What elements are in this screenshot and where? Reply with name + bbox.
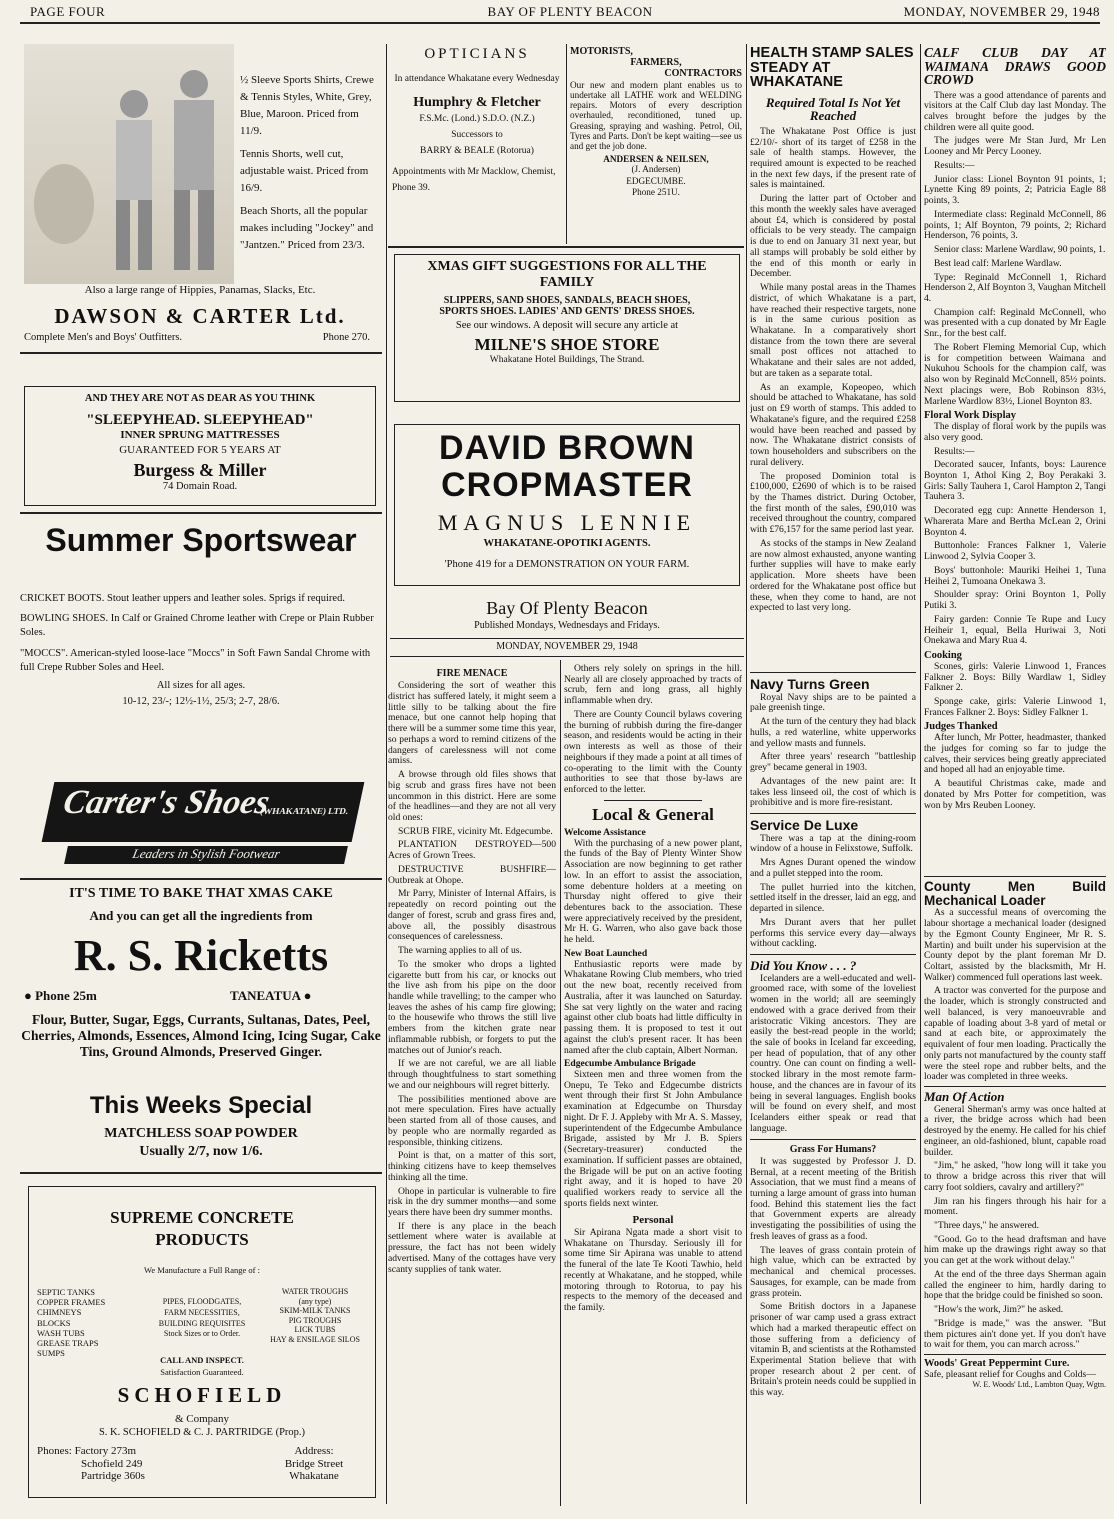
phone-factory: Phones: Factory 273m: [37, 1445, 136, 1457]
phone-schofield: Schofield 249: [81, 1457, 143, 1470]
opticians-title: OPTICIANS: [424, 46, 530, 62]
ricketts-phone: ● Phone 25m: [24, 988, 97, 1003]
grass-heading: Grass For Humans?: [789, 1143, 877, 1155]
divider: [924, 1086, 1106, 1087]
address-label: Address:: [294, 1445, 334, 1457]
edgecumbe-town: EDGECUMBE.: [626, 176, 686, 187]
sportsmen-illustration-figures: [24, 44, 234, 284]
paragraph: The proposed Dominion total is £100,000, £2690 of which is to be raised by the Thames district. During October, the first month of the sales, £90,010 was received throughout the country, compared with £76,157 for the same period last year.: [750, 470, 916, 536]
motorists-title-2: FARMERS,: [630, 57, 682, 69]
column-rule: [746, 44, 747, 1504]
paragraph: During the latter part of October and this month the weekly sales have averaged about £4, which is considered by postal officials to be very steady. The campaign is due to end on January 31 next year, but all stamps will probably be sold either by the end of this month or early in December.: [750, 193, 916, 280]
paragraph: The leaves of grass contain protein of high value, which can be extracted by mechanical and chemical processes. Sausages, for example, can be made from grass protein.: [750, 1244, 916, 1299]
address-town: Whakatane: [289, 1470, 339, 1483]
dawson-beach-text: Beach Shorts, all the popular makes including "Jockey" and "Jantzen." Priced from 23/3.: [240, 205, 374, 252]
divider: [388, 246, 744, 248]
paragraph: SCRUB FIRE, vicinity Mt. Edgecumbe.: [398, 825, 553, 837]
concrete-item: CHIMNEYS: [37, 1307, 82, 1318]
motorists-ad: [570, 46, 742, 246]
issue-date: MONDAY, NOVEMBER 29, 1948: [903, 4, 1100, 19]
judges-thanked-heading: Judges Thanked: [924, 721, 998, 733]
paragraph: Type: Reginald McConnell 1, Richard Henderson 2, Alf Boynton 3, Vaughan Mitchell 4.: [924, 271, 1106, 304]
carters-logo-text: Carter's Shoes: [60, 784, 273, 821]
divider: [750, 672, 916, 673]
paragraph: Results:—: [934, 445, 975, 457]
column-rule: [560, 660, 561, 1506]
dawson-carter-name: DAWSON & CARTER Ltd.: [54, 304, 346, 328]
paragraph: At the end of the three days Sherman again called the engineer to him, hardly daring to hope that the bridge could be finished so soon.: [924, 1268, 1106, 1302]
woods-text: Safe, pleasant relief for Coughs and Colds—: [924, 1368, 1096, 1380]
milnes-deposit: See our windows. A deposit will secure any article at: [455, 320, 679, 331]
soap-powder: MATCHLESS SOAP POWDER: [104, 1126, 298, 1141]
paragraph: There was a good attendance of parents and visitors at the Calf Club day last Monday. The calves brought before the judges by the children were all quite good.: [924, 89, 1106, 133]
paragraph: Junior class: Lionel Boynton 91 points, 1; Lynette King 89 points, 2; Patricia Eagle 88 points, 3.: [924, 173, 1106, 207]
concrete-item: PIPES, FLOODGATES,: [162, 1297, 242, 1306]
summer-sportswear-title: Summer Sportswear: [45, 522, 357, 558]
county-heading: County Men Build Mechanical Loader: [924, 879, 1106, 909]
david-brown-name: DAVID BROWN: [439, 429, 695, 467]
concrete-item: COPPER FRAMES: [37, 1297, 106, 1308]
concrete-satisfaction: Satisfaction Guaranteed.: [160, 1367, 244, 1377]
divider: [20, 1172, 382, 1174]
burgess-sleepyhead: "SLEEPYHEAD. SLEEPYHEAD": [86, 412, 314, 428]
humphry-fletcher: Humphry & Fletcher: [413, 95, 541, 111]
magnus-lennie: MAGNUS LENNIE: [437, 510, 697, 535]
paragraph: After three years' research "battleship grey" became general in 1903.: [750, 751, 916, 774]
dawson-tennis-text: Tennis Shorts, well cut, adjustable waist. Priced from 16/9.: [240, 148, 369, 195]
paragraph: Sir Apirana Ngata made a short visit to Whakatane on Thursday. Seriously ill for some time Sir Apirana was unable to attend the funeral of the late Te Kooti Tawhio, held recently at Whakatane, and he stopped, while motoring through to Rotorua, to pay his respects to the memory of the deceased and the family.: [564, 1226, 742, 1313]
burgess-address: 74 Domain Road.: [162, 481, 238, 492]
divider: [604, 800, 702, 801]
demonstration-line: 'Phone 419 for a DEMONSTRATION ON YOUR FARM.: [444, 559, 690, 570]
divider: [750, 954, 916, 955]
dawson-outfitters: Complete Men's and Boys' Outfitters.: [24, 332, 183, 343]
concrete-item: BLOCKS: [37, 1317, 71, 1328]
summer-copy: [20, 592, 382, 709]
ricketts-ingredients: Flour, Butter, Sugar, Eggs, Currants, Sultanas, Dates, Peel, Cherries, Almonds, Essences, Almond Icing, Icing Sugar, Cake Tins, Ground Almonds, Preserved Ginger.: [21, 1012, 381, 1060]
paragraph: Enthusiastic reports were made by Whakatane Rowing Club members, who tried out the new boat, recently received from Australia, after it was launched on Saturday. She sat very lightly on the water and racing against other club boats had little difficulty in passing them. It is proposed to test it out against the club's present racer. It has been named after the club captain, Albert Norman.: [564, 958, 742, 1056]
paragraph: The possibilities mentioned above are not mere speculation. Fires have actually been started from all of those causes, and by people who are normally regarded as responsible, thinking citizens.: [388, 1093, 556, 1148]
concrete-list-2: [147, 1297, 257, 1340]
paragraph: There was a tap at the dining-room window of a house in Felixstowe, Suffolk.: [750, 832, 916, 855]
concrete-item: SEPTIC TANKS: [37, 1287, 95, 1297]
local-general-column: [564, 664, 742, 1510]
paragraph: The warning applies to all of us.: [398, 945, 522, 957]
paragraph: Others rely solely on springs in the hill. Nearly all are closely approached by tracts of scrub, fern and long grass, all highly inflammable when dry.: [564, 664, 742, 707]
burgess-line-a: AND THEY ARE NOT AS DEAR AS YOU THINK: [84, 393, 316, 404]
motorists-title-1: MOTORISTS,: [570, 46, 633, 57]
calf-club-article: [924, 46, 1106, 872]
schofield-phones: [37, 1445, 217, 1483]
health-stamp-heading: HEALTH STAMP SALES STEADY AT WHAKATANE: [750, 46, 914, 90]
concrete-list-1: [37, 1287, 147, 1358]
concrete-item: HAY & ENSILAGE SILOS: [270, 1334, 360, 1344]
page-number: PAGE FOUR: [30, 4, 106, 19]
concrete-item: (any type): [298, 1296, 332, 1306]
schofield-proprietors: S. K. SCHOFIELD & C. J. PARTRIDGE (Prop.): [98, 1427, 306, 1438]
paragraph: Advantages of the new paint are: It takes less linseed oil, the cost of which is prohibitive and is more fire-resistant.: [750, 775, 916, 809]
cricket-boots-text: CRICKET BOOTS. Stout leather uppers and leather soles. Sprigs if required.: [20, 593, 345, 604]
paragraph: Considering the sort of weather this district has suffered lately, it might seem a little silly to be talking about the fire menace, but one cannot help hoping that there will be a summer some time this year, so perhaps a word to remind citizens of the dangers of carelessness will not come amiss.: [388, 680, 556, 767]
column-rule: [920, 44, 921, 1504]
milnes-shoe-ad: [394, 254, 740, 402]
paragraph: Some British doctors in a Japanese prisoner of war camp used a grass extract which had a marked therapeutic effect on those suffering from a deficiency of vitamin B, and scientists at the Rothamsted Experimental Station believe that with proper research about 2 per cent. of Britain's protein needs could be supplied in this way.: [750, 1301, 916, 1399]
paragraph: Intermediate class: Reginald McConnell, 86 points, 1; Alf Boynton, 79 points, 2; Richard Henderson, 76 points, 3.: [924, 208, 1106, 242]
paragraph: Royal Navy ships are to be painted a pale greenish tinge.: [750, 691, 916, 714]
weeks-special-title: This Weeks Special: [89, 1092, 313, 1119]
woods-heading: Woods' Great Peppermint Cure.: [924, 1358, 1070, 1370]
sizes-text: All sizes for all ages.: [156, 679, 246, 691]
paragraph: DESTRUCTIVE BUSHFIRE—Outbreak at Ohope.: [388, 863, 556, 886]
paragraph: A browse through old files shows that big scrub and grass fires have not been uncommon in this district. Here are some of the headlines—and they are not all very old ones:: [388, 769, 556, 823]
column-rule: [386, 44, 387, 1504]
carters-slogan: Leaders in Stylish Footwear: [64, 846, 348, 864]
paragraph: Sponge cake, girls: Valerie Linwood 1, Frances Falkner 2. Boys: Sidley Falkner 1.: [924, 695, 1106, 718]
concrete-item: GREASE TRAPS: [37, 1337, 99, 1348]
paragraph: The display of floral work by the pupils was also very good.: [924, 421, 1106, 443]
opticians-successors: Successors to: [451, 130, 503, 141]
ricketts-subline: And you can get all the ingredients from: [89, 908, 313, 923]
paragraph: "How's the work, Jim?" he asked.: [934, 1304, 1064, 1316]
masthead-title: Bay Of Plenty Beacon: [486, 598, 648, 618]
concrete-title: SUPREME CONCRETE PRODUCTS: [110, 1208, 294, 1250]
concrete-item: PIG TROUGHS: [288, 1315, 342, 1325]
cropmaster: CROPMASTER: [441, 466, 693, 504]
paragraph: "Bridge is made," was the answer. "But them pictures ain't done yet. If you don't have to wait for them, you can march across.": [924, 1317, 1106, 1351]
divider: [20, 352, 382, 354]
divider: [750, 1139, 916, 1140]
burgess-guarantee: GUARANTEED FOR 5 YEARS AT: [119, 444, 281, 456]
paragraph: Scones, girls: Valerie Linwood 1, Frances Falkner 2. Boys: Billy Wardlaw 1, Sidley Falkner 2.: [924, 660, 1106, 694]
motorists-title-3: CONTRACTORS: [664, 68, 742, 80]
andersen-neilsen: ANDERSEN & NEILSEN,: [603, 153, 709, 164]
new-boat-heading: New Boat Launched: [564, 947, 648, 959]
paragraph: Decorated egg cup: Annette Henderson 1, Wharerata Mare and Bertha McLean 2, Orini Boynton 4.: [924, 505, 1106, 538]
paragraph: Icelanders are a well-educated and well-groomed race, with some of the loveliest women in the world; all are seemingly endowed with a grace derived from their aristocratic Viking ancestors. They are easily the best-read people in the world; the sale of books in Iceland far exceeding, per head of population, that of any other country. One can count on finding a well-stocked library in the most remote farm-house, and the chances are in favour of its being in several languages. English books will be found on every shelf, and most Icelanders either speak or read that language.: [750, 972, 916, 1134]
carters-shoes-logo: [42, 782, 365, 842]
dawson-range-text: Also a large range of Hippies, Panamas, Slacks, Etc.: [84, 284, 316, 296]
ricketts-town-text: TANEATUA: [230, 988, 301, 1003]
personal-heading: Personal: [632, 1213, 674, 1226]
paragraph: The judges were Mr Stan Jurd, Mr Len Looney and Mr Percy Looney.: [924, 135, 1106, 158]
burgess-ad: [24, 386, 376, 506]
newspaper-title: BAY OF PLENTY BEACON: [487, 4, 653, 19]
ricketts-headline: IT'S TIME TO BAKE THAT XMAS CAKE: [69, 886, 333, 901]
ricketts-phone-text: Phone 25m: [35, 988, 97, 1003]
motorists-body: Our new and modern plant enables us to undertake all LATHE work and WELDING repairs. Motors of every description overhauled, reconditioned, tuned up. Greasing, spraying and washing. Petrol, Oil, Tyres and Parts. Don't be kept waiting—see us and get the job done.: [570, 79, 742, 152]
opticians-appointments: Appointments with Mr Macklow, Chemist, Phone 39.: [392, 167, 556, 194]
paragraph: Fairy garden: Connie Te Rupe and Lucy Heiheir 1, equal, Bella Huriwai 3, Noti Onekawa and Mary Rua 4.: [924, 613, 1106, 647]
concrete-call: CALL AND INSPECT.: [160, 1355, 244, 1365]
paragraph: Mrs Durant avers that her pullet performs this service every day—always without cackling.: [750, 916, 916, 950]
paragraph: It was suggested by Professor J. D. Bernal, at a recent meeting of the British Association, that we must find a means of turning a large amount of grass into human food. Behind this statement lies the fact that Government experts are already investigating the possibilities of using the fresh leaves of grass as a food.: [750, 1155, 916, 1242]
divider: [20, 878, 382, 880]
paragraph: General Sherman's army was once halted at a river, the bridge across which had been destroyed by the enemy. He called for his chief engineer, an old-fashioned, blunt, capable road builder.: [924, 1103, 1106, 1158]
paragraph: Shoulder spray: Orini Boynton 1, Polly Putiki 3.: [924, 589, 1106, 612]
dawson-ad-copy: [240, 72, 376, 254]
deluxe-heading: Service De Luxe: [750, 817, 859, 834]
navy-heading: Navy Turns Green: [750, 676, 870, 692]
concrete-item: BUILDING REQUISITES: [158, 1318, 246, 1328]
paragraph: The Robert Fleming Memorial Cup, which is for competition between Waimana and Nukuhou Schools for the champion calf, was also won by Reginald McConnell, 85½ points. Next placings were, Bob Robinson 83½, Marlene Wardlow 83½, Lionel Boynton 83.: [924, 341, 1106, 407]
divider: [390, 638, 744, 639]
fire-menace-article: [388, 664, 556, 1510]
concrete-item: WASH TUBS: [37, 1327, 85, 1338]
burgess-name: Burgess & Miller: [133, 460, 267, 480]
paragraph: "Three days," he answered.: [934, 1219, 1040, 1231]
paragraph: As an example, Kopeopeo, which should be attached to Whakatane, has sold just on £9 worth of stamps. This added to Whakatane's figure, and the required £258 would have been reached and passed by now. The Whakatane district consists of town householders and subscribers on the rural delivery.: [750, 381, 916, 468]
carters-logo-town: (WHAKATANE) LTD.: [259, 806, 350, 816]
schofield-address: [259, 1445, 369, 1483]
fire-menace-heading: FIRE MENACE: [436, 668, 508, 679]
moccs-text: "MOCCS". American-styled loose-lace "Moccs" in Soft Fawn Sandal Chrome with full Crepe Rubber Soles and Heel.: [20, 647, 371, 673]
milnes-address: Whakatane Hotel Buildings, The Strand.: [489, 355, 645, 365]
motorists-phone: Phone 251U.: [632, 186, 680, 197]
paragraph: There are County Council bylaws covering the burning of rubbish during the fire-danger season, and residents would be acting in their own interests as well as those of their neighbours if they made a point at all times of co-operating to the limit with the County authorities to see that those by-laws are enforced to the letter.: [564, 708, 742, 796]
david-brown-ad: [394, 424, 740, 586]
concrete-list-3: [261, 1287, 369, 1345]
opticians-quals: F.S.Mc. (Lond.) S.D.O. (N.Z.): [419, 114, 535, 125]
paragraph: Best lead calf: Marlene Wardlaw.: [934, 257, 1062, 269]
milnes-store-name: MILNE'S SHOE STORE: [474, 335, 660, 354]
agents-line: WHAKATANE-OPOTIKI AGENTS.: [483, 538, 651, 549]
divider: [924, 1354, 1106, 1355]
concrete-item: SUMPS: [37, 1348, 65, 1359]
did-you-know-heading: Did You Know . . . ?: [750, 958, 857, 974]
paragraph: Boys' buttonhole: Mauriki Heihei 1, Tuna Heihei 2, Tumoana Onekawa 3.: [924, 564, 1106, 587]
welcome-assistance-heading: Welcome Assistance: [564, 826, 646, 838]
paragraph: Champion calf: Reginald McConnell, who was presented with a cup donated by Mr Eagle Snr., for the best calf.: [924, 306, 1106, 340]
paragraph: If we are not careful, we are all liable through thoughtfulness to start something we and our neighbours will regret bitterly.: [388, 1058, 556, 1091]
soap-price: Usually 2/7, now 1/6.: [139, 1144, 263, 1159]
health-stamp-subheading: Required Total Is Not Yet Reached: [765, 94, 901, 124]
masthead-publication: Published Mondays, Wednesdays and Fridays.: [474, 620, 660, 631]
header-rule: [20, 22, 1100, 24]
man-of-action-heading: Man Of Action: [924, 1089, 1005, 1105]
column-rule: [566, 44, 567, 244]
paragraph: Point is that, on a matter of this sort, thinking citizens have to keep themselves thinking all the time.: [388, 1150, 556, 1183]
woods-address: W. E. Woods' Ltd., Lambton Quay, Wgtn.: [972, 1379, 1106, 1389]
phone-partridge: Partridge 360s: [81, 1470, 145, 1483]
floral-heading: Floral Work Display: [924, 410, 1016, 422]
concrete-item: SKIM-MILK TANKS: [279, 1306, 351, 1316]
paragraph: Mr Parry, Minister of Internal Affairs, is repeatedly on record pointing out the danger of forest, scrub and grass fires and, above all, the possibly disastrous consequences of carelessness.: [388, 888, 556, 943]
burgess-mattresses: INNER SPRUNG MATTRESSES: [120, 429, 280, 441]
paragraph: Buttonhole: Frances Falkner 1, Valerie Linwood 2, Sylvia Cooper 3.: [924, 540, 1106, 563]
paragraph: Jim ran his fingers through his hair for a moment.: [924, 1195, 1106, 1218]
paragraph: A tractor was converted for the purpose and the loader, which is strongly constructed and well balanced, is very manoeuvrable and capable of loading about 3-8 yard of metal or sand at each bite, or approximately the equivalent of four men loading. Practically the only parts not manufactured by the county staff were the steel rope and rubber belts, and the loader was completed in three weeks.: [924, 985, 1106, 1083]
cooking-heading: Cooking: [924, 650, 962, 662]
paragraph: A beautiful Christmas cake, made and donated by Mrs Potter for competition, was won by Mrs Reuben Looney.: [924, 778, 1106, 811]
masthead-date: MONDAY, NOVEMBER 29, 1948: [496, 641, 638, 652]
schofield-name: SCHOFIELD: [117, 1383, 287, 1407]
calf-club-heading: CALF CLUB DAY AT WAIMANA DRAWS GOOD CROWD: [924, 46, 1106, 87]
milnes-shoe-list: SLIPPERS, SAND SHOES, SANDALS, BEACH SHOES, SPORTS SHOES. LADIES' AND GENTS' DRESS SHOES.: [439, 295, 695, 317]
paragraph: If there is any place in the beach settlement where water is available at pressure, the fact has not been widely advertised. Many of the cottages have very scanty supplies of tank water.: [388, 1220, 556, 1275]
divider: [20, 512, 382, 514]
paragraph: PLANTATION DESTROYED—500 Acres of Grown Trees.: [388, 839, 556, 862]
paragraph: At the turn of the century they had black hulls, a red waterline, white upperworks and yellow masts and funnels.: [750, 716, 916, 749]
dawson-shirts-text: ½ Sleeve Sports Shirts, Crewe & Tennis Styles, White, Grey, Blue, Maroon. Priced from 11/9.: [240, 74, 374, 138]
paragraph: While many postal areas in the Thames district, of which Whakatane is a part, have reached their respective targets, none is in the same curious position as Whakatane. In a comparatively short distance from the town there are several small post offices not attached to Whakatane and their sales are not added, but are taken as a separate total.: [750, 282, 916, 379]
size-prices: 10-12, 23/-; 12½-1½, 25/3; 2-7, 28/6.: [122, 696, 280, 708]
sportsmen-illustration: [24, 44, 234, 284]
ricketts-town: TANEATUA ●: [230, 988, 312, 1003]
paragraph: Sixteen men and three women from the Onepu, Te Teko and Edgecumbe districts went through their first St John Ambulance examination at Edgecumbe on Thursday night. Dr F. J. Appleby with Mr A. S. Massey, superintendent of the Edgecumbe Ambulance Brigade, assisted by Mr J. B. Spiers (Secretary-treasurer) conducted the examination. If sufficient passes are obtained, the Brigade will be put on an active footing right away, and it is hoped to have 20 qualified workers ready to service all the sports fields next winter.: [564, 1069, 742, 1209]
concrete-item: Stock Sizes or to Order.: [163, 1329, 241, 1339]
concrete-item: FARM NECESSITIES,: [164, 1307, 240, 1317]
address-street: Bridge Street: [284, 1457, 344, 1470]
short-items-column: [750, 672, 916, 1508]
concrete-ad: [28, 1186, 376, 1498]
xmas-gift-title: XMAS GIFT SUGGESTIONS FOR ALL THE FAMILY: [427, 259, 707, 290]
schofield-company: & Company: [174, 1413, 230, 1425]
local-general-heading: Local & General: [592, 804, 714, 824]
opticians-attendance: In attendance Whakatane every Wednesday: [394, 74, 560, 84]
paragraph: "Jim," he asked, "how long will it take you to throw a bridge across this river that will carry foot soldiers, cavalry and artillery?": [924, 1160, 1106, 1193]
barry-beale: BARRY & BEALE (Rotorua): [420, 146, 534, 157]
ambulance-heading: Edgecumbe Ambulance Brigade: [564, 1058, 696, 1070]
paragraph: Decorated saucer, Infants, boys: Laurence Boynton 1, Athol King 2, Boy Perakaki 3. Girls: Sally Tauhera 1, Carol Hampton 2, Tangi Tauhera 3.: [924, 459, 1106, 503]
paragraph: As a successful means of overcoming the labour shortage a mechanical loader (designed by the Egmont County Engineer, Mr R. S. Martin) and built under his supervision at the County depot by the plant foreman Mr D. Coltart, assisted by the blacksmith, Mr H. Walker) commenced full operations last week.: [924, 907, 1106, 983]
paragraph: The pullet hurried into the kitchen, settled itself in the dresser, laid an egg, and departed in silence.: [750, 881, 916, 915]
paragraph: Results:—: [934, 159, 975, 171]
ricketts-name: R. S. Ricketts: [73, 931, 329, 980]
health-stamp-article: [750, 46, 916, 666]
paragraph: After lunch, Mr Potter, headmaster, thanked the judges for coming so far to judge the calves, their services being greatly appreciated and hoped all had an enjoyable time.: [924, 732, 1106, 776]
divider: [750, 813, 916, 814]
divider: [390, 656, 744, 657]
dawson-phone: Phone 270.: [322, 332, 370, 343]
paragraph: Mrs Agnes Durant opened the window and a pullet stepped into the room.: [750, 857, 916, 879]
paragraph: "Good. Go to the head draftsman and have him make up the drawings right away so that you can get at the work without delay.": [924, 1233, 1106, 1267]
paragraph: The Whakatane Post Office is just £2/10/- short of its target of £258 in the sale of health stamps. However, the required amount is expected to be reached in the next few days, if the present rate of sales is maintained.: [750, 125, 916, 191]
paragraph: Senior class: Marlene Wardlaw, 90 points, 1.: [934, 244, 1106, 256]
paragraph: To the smoker who drops a lighted cigarette butt from his car, or knocks out the live ash from his pipe on the door handle while travelling; to the camper who leaves the ashes of his camp fire glowing; to the housewife who throws the still live embers from the kitchen grate near inflammable rubbish, or forgets to put the matches out of Junior's reach.: [388, 958, 556, 1056]
county-column: [924, 876, 1106, 1508]
divider: [924, 876, 1106, 877]
concrete-item: WATER TROUGHS: [281, 1287, 349, 1296]
opticians-ad: [392, 46, 562, 242]
concrete-item: LICK TUBS: [294, 1325, 336, 1335]
paragraph: As stocks of the stamps in New Zealand are now almost exhausted, anyone wanting further supplies will have to make early application. More sheets have been ordered for the Whakatane post office but these, when they come to hand, are not expected to last very long.: [750, 537, 916, 614]
bowling-shoes-text: BOWLING SHOES. In Calf or Grained Chrome leather with Crepe or Plain Rubber Soles.: [20, 613, 374, 639]
concrete-manufacture: We Manufacture a Full Range of :: [144, 1265, 260, 1276]
paragraph: Ohope in particular is vulnerable to fire risk in the dry summer months—and some years there have been dry summer months.: [388, 1185, 556, 1218]
andersen-name: (J. Andersen): [631, 163, 681, 174]
paragraph: With the purchasing of a new power plant, the funds of the Bay of Plenty Winter Show Association are now beginning to get rather low. In an effort to assist the association, some debenture holders at a meeting on Thursday night offered to give their debentures back to the association. These were appreciatively received by the president, Mr H. G. Warren, who also gave back those he held.: [564, 837, 742, 946]
